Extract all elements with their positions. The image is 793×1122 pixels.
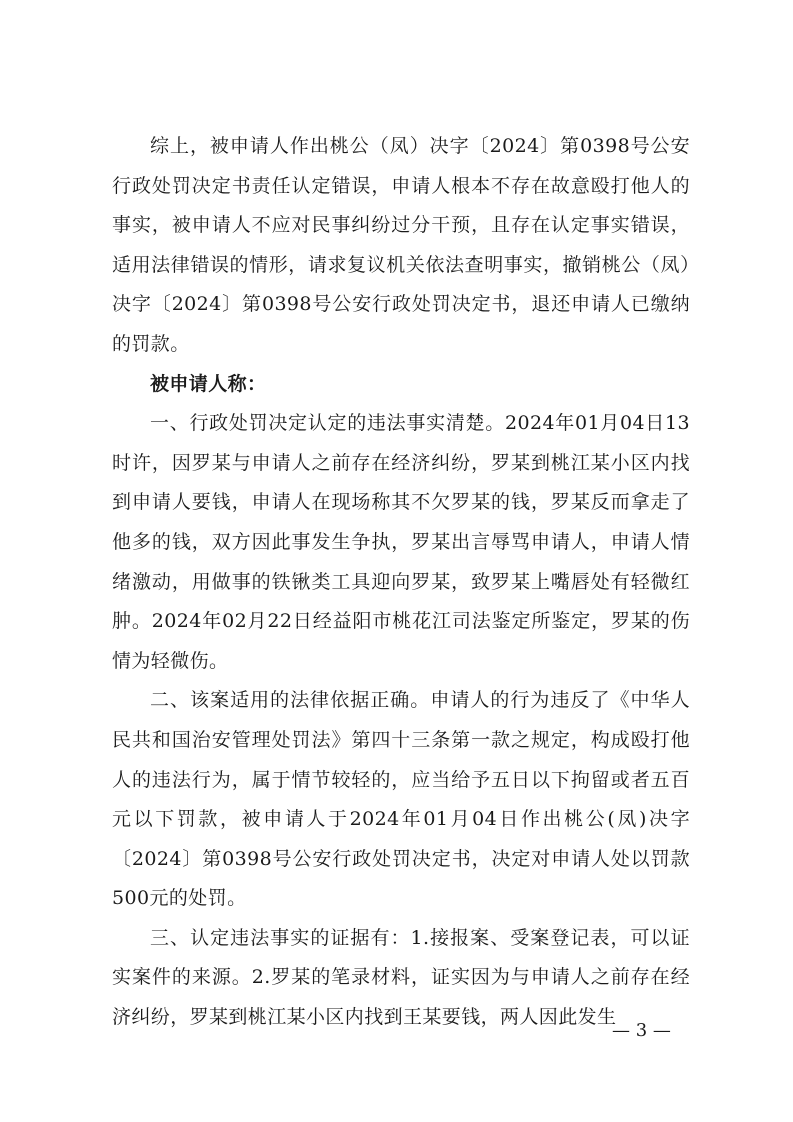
section-heading-respondent: 被申请人称： xyxy=(150,372,267,395)
document-body xyxy=(112,127,690,1038)
page-number: — 3 — xyxy=(612,1020,671,1041)
paragraph-facts: 一、行政处罚决定认定的违法事实清楚。2024年01月04日13时许，因罗某与申请人之前存在经济纠纷，罗某到桃江某小区内找到申请人要钱，申请人在现场称其不欠罗某的钱，罗某反而拿走了他多的钱，双方因此事发生争执，罗某出言辱骂申请人，申请人情绪激动，用做事的铁锹类工具迎向罗某，致罗某上嘴唇处有轻微红肿。2024年02月22日经益阳市桃花江司法鉴定所鉴定，罗某的伤情为轻微伤。 xyxy=(112,412,690,672)
paragraph-legal-basis: 二、该案适用的法律依据正确。申请人的行为违反了《中华人民共和国治安管理处罚法》第四十三条第一款之规定，构成殴打他人的违法行为，属于情节较轻的，应当给予五日以下拘留或者五百元以下罚款，被申请人于2024年01月04日作出桃公(凤)决字〔2024〕第0398号公安行政处罚决定书，决定对申请人处以罚款500元的处罚。 xyxy=(112,689,690,910)
paragraph-evidence: 三、认定违法事实的证据有：1.接报案、受案登记表，可以证实案件的来源。2.罗某的笔录材料，证实因为与申请人之前存在经济纠纷，罗某到桃江某小区内找到王某要钱，两人因此发生 xyxy=(112,926,690,1029)
paragraph-conclusion: 综上，被申请人作出桃公（凤）决字〔2024〕第0398号公安行政处罚决定书责任认定错误，申请人根本不存在故意殴打他人的事实，被申请人不应对民事纠纷过分干预，且存在认定事实错误，适用法律错误的情形，请求复议机关依法查明事实，撤销桃公（凤）决字〔2024〕第0398号公安行政处罚决定书，退还申请人已缴纳的罚款。 xyxy=(112,135,690,355)
